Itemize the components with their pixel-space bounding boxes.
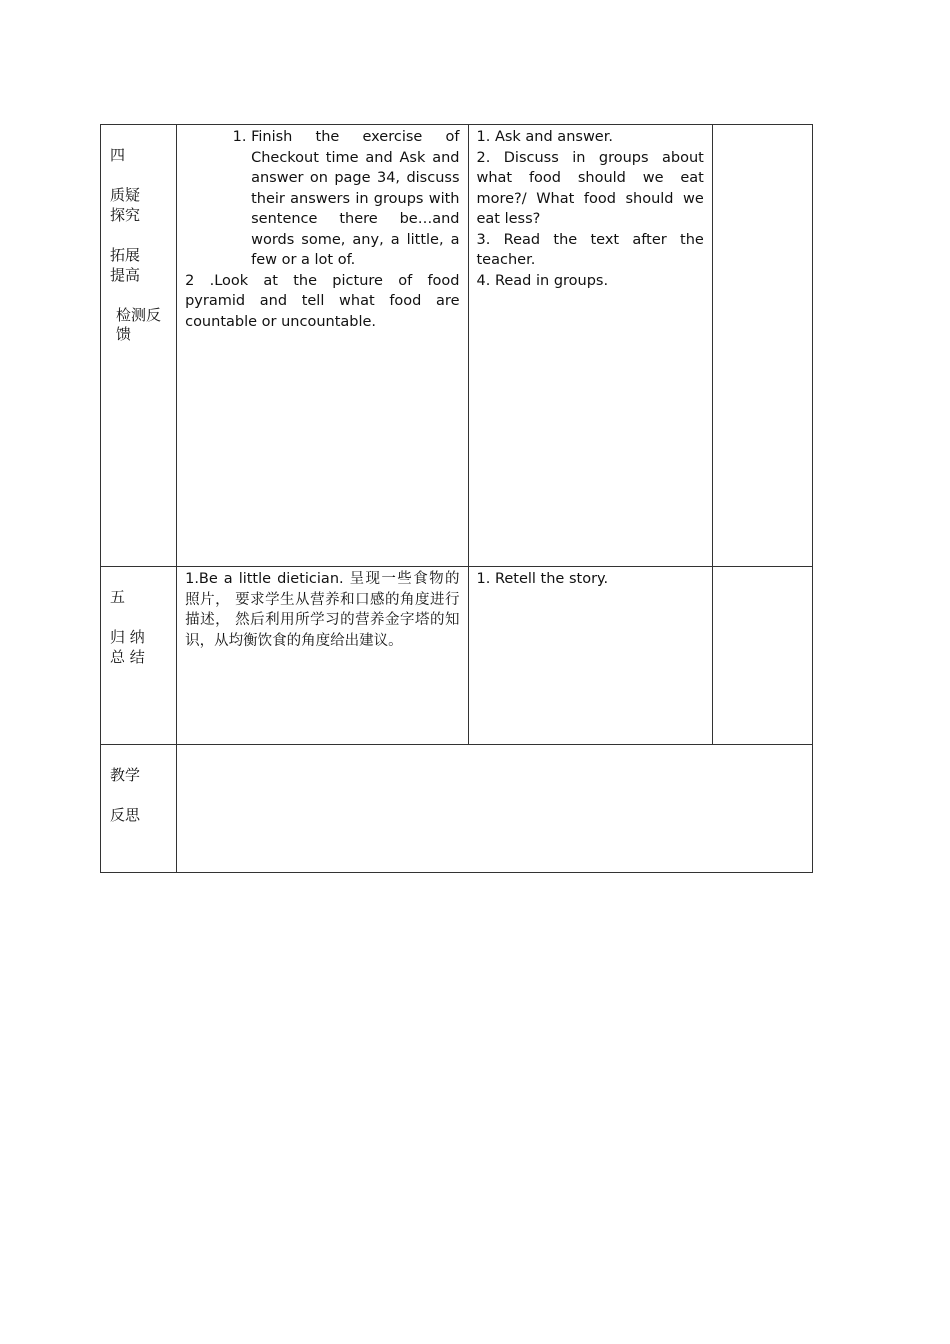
stage-number: 五 [110,588,126,606]
student-activity-cell [468,125,712,567]
student-text: 3. Read the text after the teacher. [476,231,704,268]
teacher-activity-cell [177,567,468,745]
teacher-text-zh: 呈现一些食物的照片， 要求学生从营养和口感的角度进行描述， 然后利用所学习的营养金字塔的知识，从均衡饮食的角度给出建议。 [185,571,460,649]
stage-label: 探究 [110,206,141,224]
teacher-activity-cell [177,125,468,567]
student-activity-cell [468,567,712,745]
teacher-text-en: 1.Be a little dietician. [185,571,350,587]
table-row [101,567,813,745]
teacher-text: 2 .Look at the picture of food pyramid and tell what food are countable or uncountable. [185,272,460,330]
notes-cell [712,125,812,567]
lesson-plan-table [100,124,813,873]
reflection-cell [177,745,813,873]
stage-cell [101,745,177,873]
stage-label: 总 结 [110,648,145,666]
table-row [101,745,813,873]
exercise-list [185,127,459,271]
teacher-text [185,569,459,651]
stage-label: 提高 [110,266,141,284]
student-text: 1. Ask and answer. [476,129,613,145]
stage-label: 教学 [110,766,141,784]
stage-cell [101,567,177,745]
notes-cell [712,567,812,745]
stage-label: 检测反馈 [116,305,162,343]
list-item: 1. Finish the exercise of Checkout time and Ask and answer on page 34, discuss their answers in groups with sentence there be…and words some, any, a little, a few or a lot of. [251,127,459,271]
student-text: 4. Read in groups. [476,272,609,289]
stage-label: 反思 [110,805,141,824]
student-text: 2. Discuss in groups about what food should we eat more?/ What food should we eat less? [476,149,704,227]
table-row [101,125,813,567]
student-text: 1. Retell the story. [476,571,609,587]
stage-number: 四 [110,146,126,164]
stage-label: 拓展 [110,245,141,264]
stage-cell [101,125,177,567]
stage-label: 质疑 [110,185,141,204]
stage-label: 归 纳 [110,627,145,646]
